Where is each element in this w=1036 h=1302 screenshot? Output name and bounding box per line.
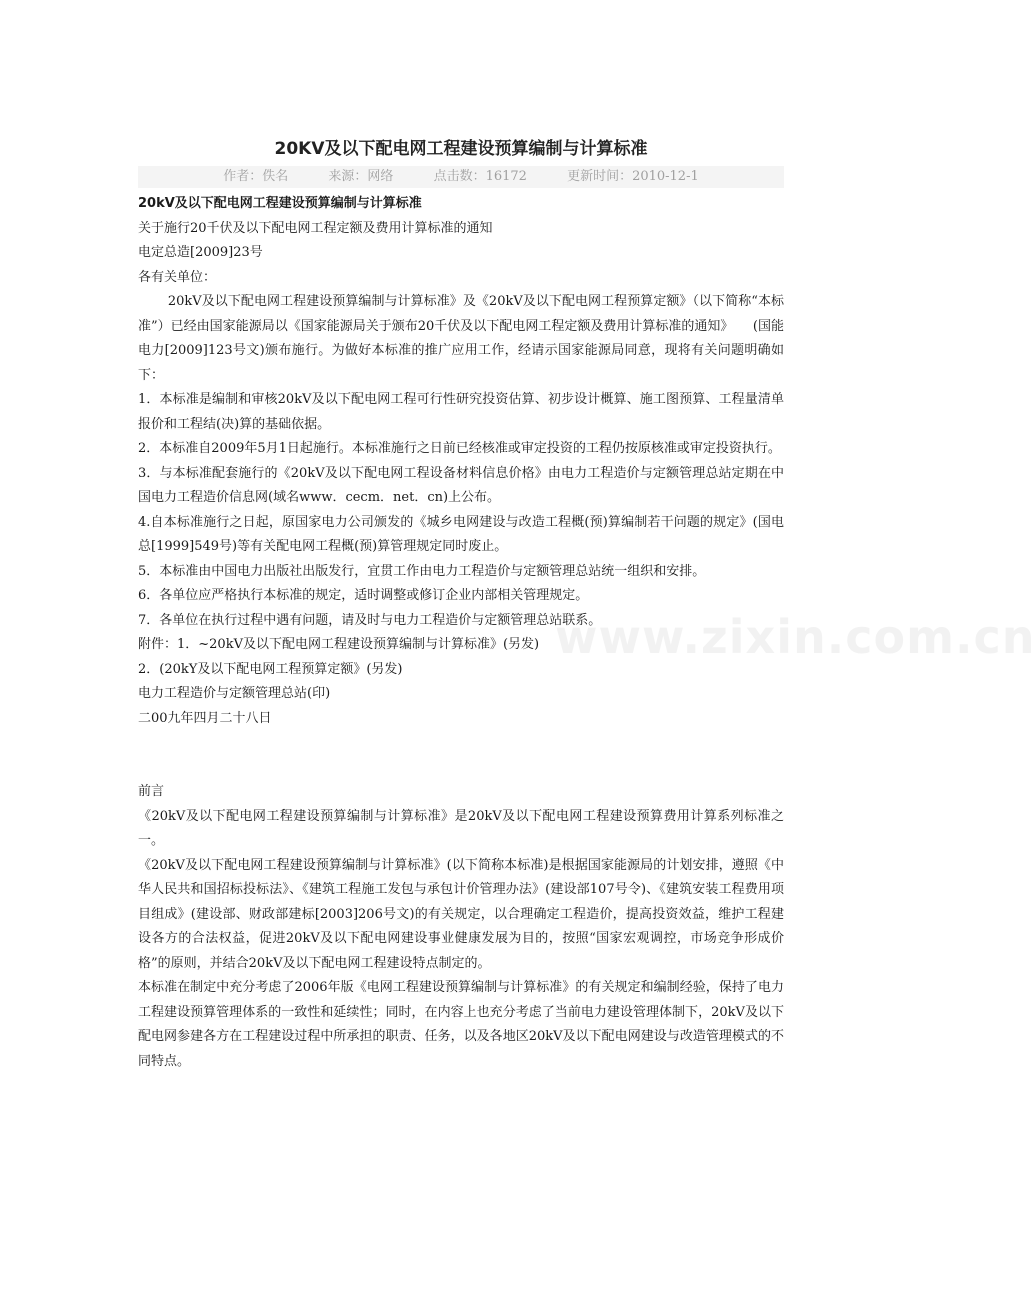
preface-paragraph-1: 《20kV及以下配电网工程建设预算编制与计算标准》是20kV及以下配电网工程建设预算费用计算系列标准之一。 (138, 808, 784, 848)
section-gap (138, 731, 784, 780)
article-meta-bar (138, 166, 784, 188)
notice-item-1: 1．本标准是编制和审核20kV及以下配电网工程可行性研究投资估算、初步设计概算、施工图预算、工程量清单报价和工程结(决)算的基础依据。 (138, 392, 784, 432)
notice-intro-paragraph: 20kV及以下配电网工程建设预算编制与计算标准》及《20kV及以下配电网工程预算定额》（以下简称“本标准”）已经由国家能源局以《国家能源局关于颁布20千伏及以下配电网工程定额及费用计算标准的通知》 (国能电力[2009]123号文)颁布施行。为做好本标准的推广应用工作，经请示国家能源局同意，现将有关问题明确如下： (138, 294, 784, 383)
preface-paragraph-3: 本标准在制定中充分考虑了2006年版《电网工程建设预算编制与计算标准》的有关规定和编制经验，保持了电力工程建设预算管理体系的一致性和延续性；同时，在内容上也充分考虑了当前电力建设管理体制下，20kV及以下配电网参建各方在工程建设过程中所承担的职责、任务，以及各地区20kV及以下配电网建设与改造管理模式的不同特点。 (138, 980, 784, 1069)
notice-item-4: 4.自本标准施行之日起，原国家电力公司颁发的《城乡电网建设与改造工程概(预)算编制若干问题的规定》(国电总[1999]549号)等有关配电网工程概(预)算管理规定同时废止。 (138, 514, 784, 554)
meta-hits: 点击数：16172 (433, 169, 527, 184)
issuer-signature: 电力工程造价与定额管理总站(印) (138, 686, 331, 701)
preface-paragraph-2: 《20kV及以下配电网工程建设预算编制与计算标准》(以下简称本标准)是根据国家能源局的计划安排，遵照《中华人民共和国招标投标法》、《建筑工程施工发包与承包计价管理办法》(建设部107号令)、《建筑安装工程费用项目组成》(建设部、财政部建标[2003]206号文)的有关规定，以合理确定工程造价，提高投资效益，维护工程建设各方的合法权益，促进20kV及以下配电网建设事业健康发展为目的，按照“国家宏观调控，市场竞争形成价格”的原则，并结合20kV及以下配电网工程建设特点制定的。 (138, 857, 784, 971)
meta-updated: 更新时间：2010-12-1 (567, 169, 699, 184)
meta-source: 来源：网络 (328, 169, 394, 184)
document-page (138, 128, 784, 1074)
notice-title: 关于施行20千伏及以下配电网工程定额及费用计算标准的通知 (138, 220, 493, 236)
meta-author: 作者：佚名 (223, 169, 289, 184)
body-heading: 20kV及以下配电网工程建设预算编制与计算标准 (138, 196, 422, 211)
notice-item-2: 2．本标准自2009年5月1日起施行。本标准施行之日前已经核准或审定投资的工程仍按原核准或审定投资执行。 (138, 441, 781, 456)
issue-date: 二00九年四月二十八日 (138, 710, 272, 726)
notice-item-3: 3．与本标准配套施行的《20kV及以下配电网工程设备材料信息价格》由电力工程造价与定额管理总站定期在中国电力工程造价信息网(域名www．cecm．net．cn)上公布。 (138, 465, 784, 505)
preface-heading: 前言 (138, 784, 165, 799)
document-title: 20KV及以下配电网工程建设预算编制与计算标准 (274, 139, 648, 159)
notice-item-7: 7．各单位在执行过程中遇有问题，请及时与电力工程造价与定额管理总站联系。 (138, 612, 602, 628)
notice-item-5: 5．本标准由中国电力出版社出版发行，宜贯工作由电力工程造价与定额管理总站统一组织和安排。 (138, 563, 706, 579)
site-watermark: www.zixin.com.cn (555, 610, 1036, 664)
attachment-line-2: 2．(20kY及以下配电网工程预算定额》(另发) (138, 661, 403, 677)
notice-item-6: 6．各单位应严格执行本标准的规定，适时调整或修订企业内部相关管理规定。 (138, 588, 589, 603)
salutation: 各有关单位： (138, 269, 217, 285)
document-body (138, 192, 784, 1074)
document-number: 电定总造[2009]23号 (138, 245, 263, 260)
attachment-line-1: 附件：1．~20kV及以下配电网工程建设预算编制与计算标准》(另发) (138, 637, 540, 652)
